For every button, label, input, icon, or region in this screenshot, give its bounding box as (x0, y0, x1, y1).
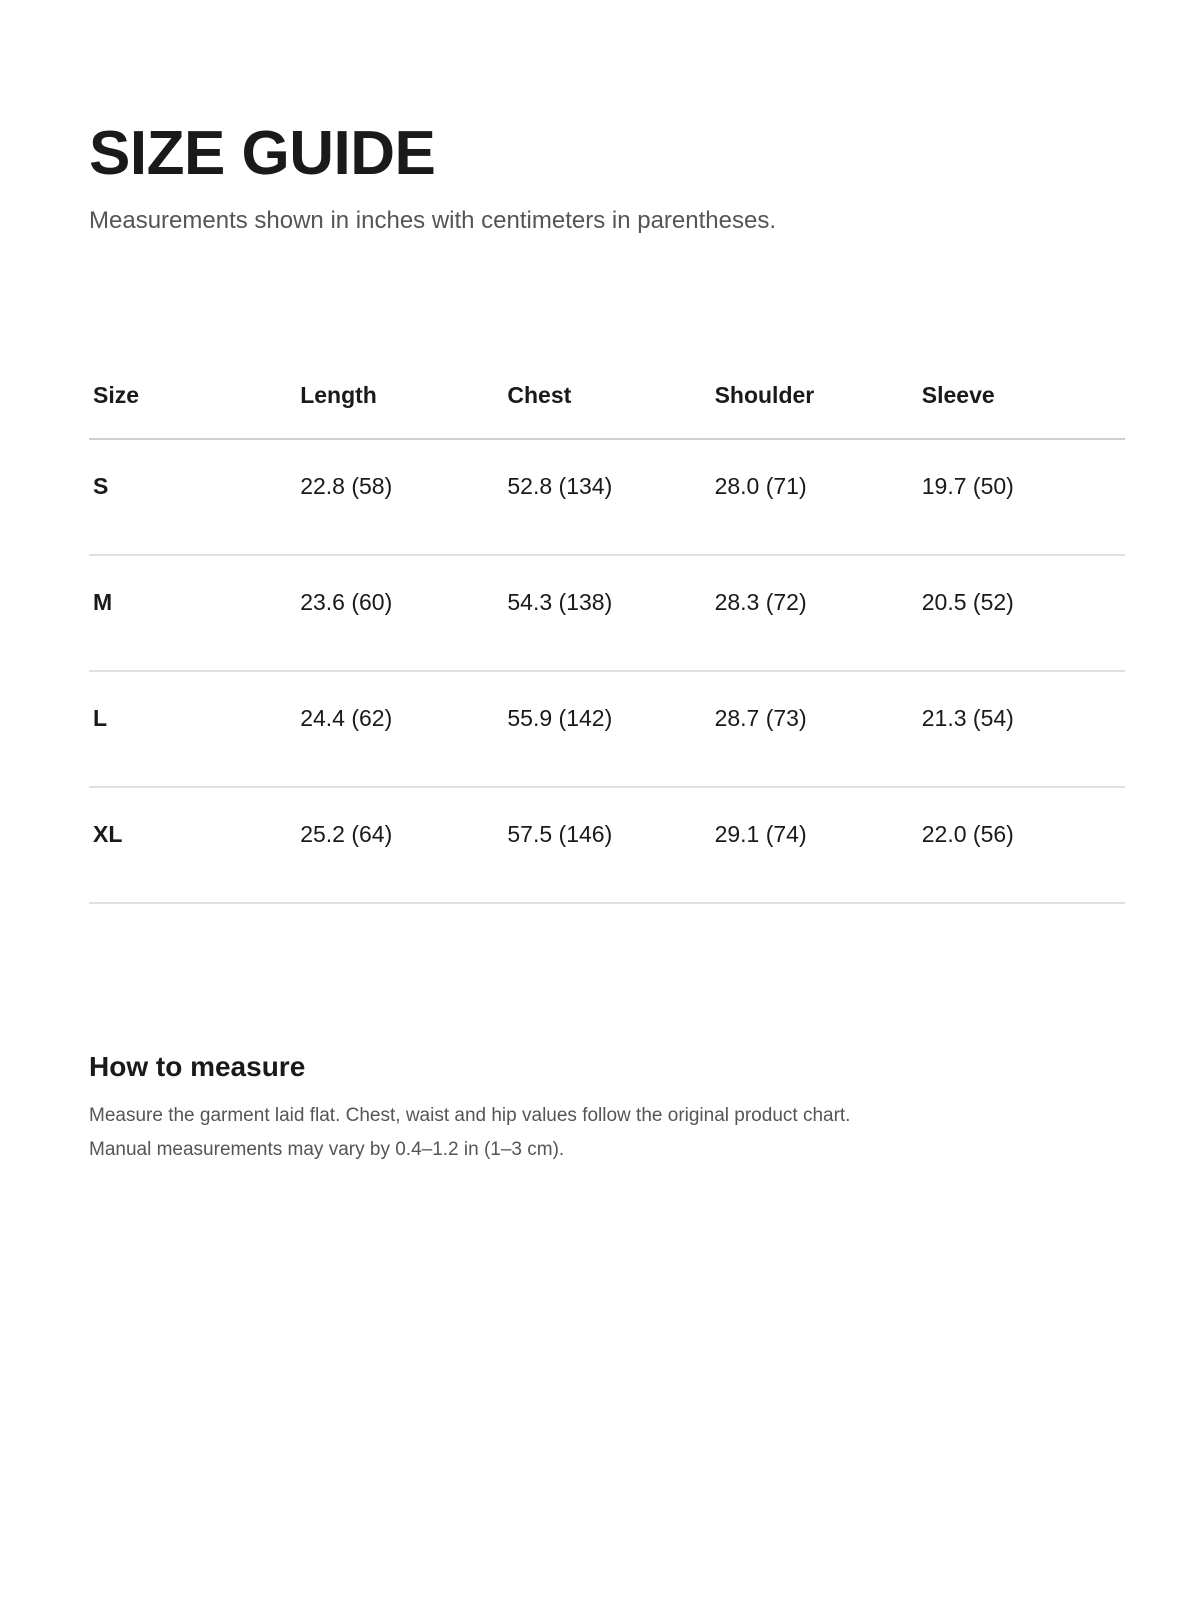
sleeve-cell: 21.3 (54) (918, 671, 1125, 787)
sleeve-cell: 19.7 (50) (918, 439, 1125, 555)
chest-cell: 57.5 (146) (503, 787, 710, 903)
column-header-sleeve: Sleeve (918, 352, 1125, 439)
size-cell: M (89, 555, 296, 671)
shoulder-cell: 28.7 (73) (711, 671, 918, 787)
size-cell: XL (89, 787, 296, 903)
column-header-length: Length (296, 352, 503, 439)
chest-cell: 52.8 (134) (503, 439, 710, 555)
chest-cell: 55.9 (142) (503, 671, 710, 787)
table-row (89, 439, 1125, 555)
column-header-shoulder: Shoulder (711, 352, 918, 439)
column-header-size: Size (89, 352, 296, 439)
size-table (89, 352, 1125, 904)
page-subtitle: Measurements shown in inches with centimeters in parentheses. (89, 207, 776, 234)
size-cell: L (89, 671, 296, 787)
size-table-body (89, 439, 1125, 903)
sleeve-cell: 20.5 (52) (918, 555, 1125, 671)
how-to-measure-text: Measure the garment laid flat. Chest, waist and hip values follow the original product chart. (89, 1105, 851, 1126)
chest-cell: 54.3 (138) (503, 555, 710, 671)
length-cell: 25.2 (64) (296, 787, 503, 903)
table-row (89, 671, 1125, 787)
how-to-measure-heading: How to measure (89, 1051, 306, 1082)
length-cell: 22.8 (58) (296, 439, 503, 555)
length-cell: 24.4 (62) (296, 671, 503, 787)
length-cell: 23.6 (60) (296, 555, 503, 671)
how-to-measure-text: Manual measurements may vary by 0.4–1.2 in (1–3 cm). (89, 1139, 565, 1160)
page-title: SIZE GUIDE (89, 119, 436, 188)
table-row (89, 787, 1125, 903)
shoulder-cell: 28.3 (72) (711, 555, 918, 671)
column-header-chest: Chest (503, 352, 710, 439)
size-cell: S (89, 439, 296, 555)
sleeve-cell: 22.0 (56) (918, 787, 1125, 903)
size-table-header (89, 352, 1125, 439)
shoulder-cell: 29.1 (74) (711, 787, 918, 903)
table-row (89, 555, 1125, 671)
header-row (89, 352, 1125, 439)
shoulder-cell: 28.0 (71) (711, 439, 918, 555)
